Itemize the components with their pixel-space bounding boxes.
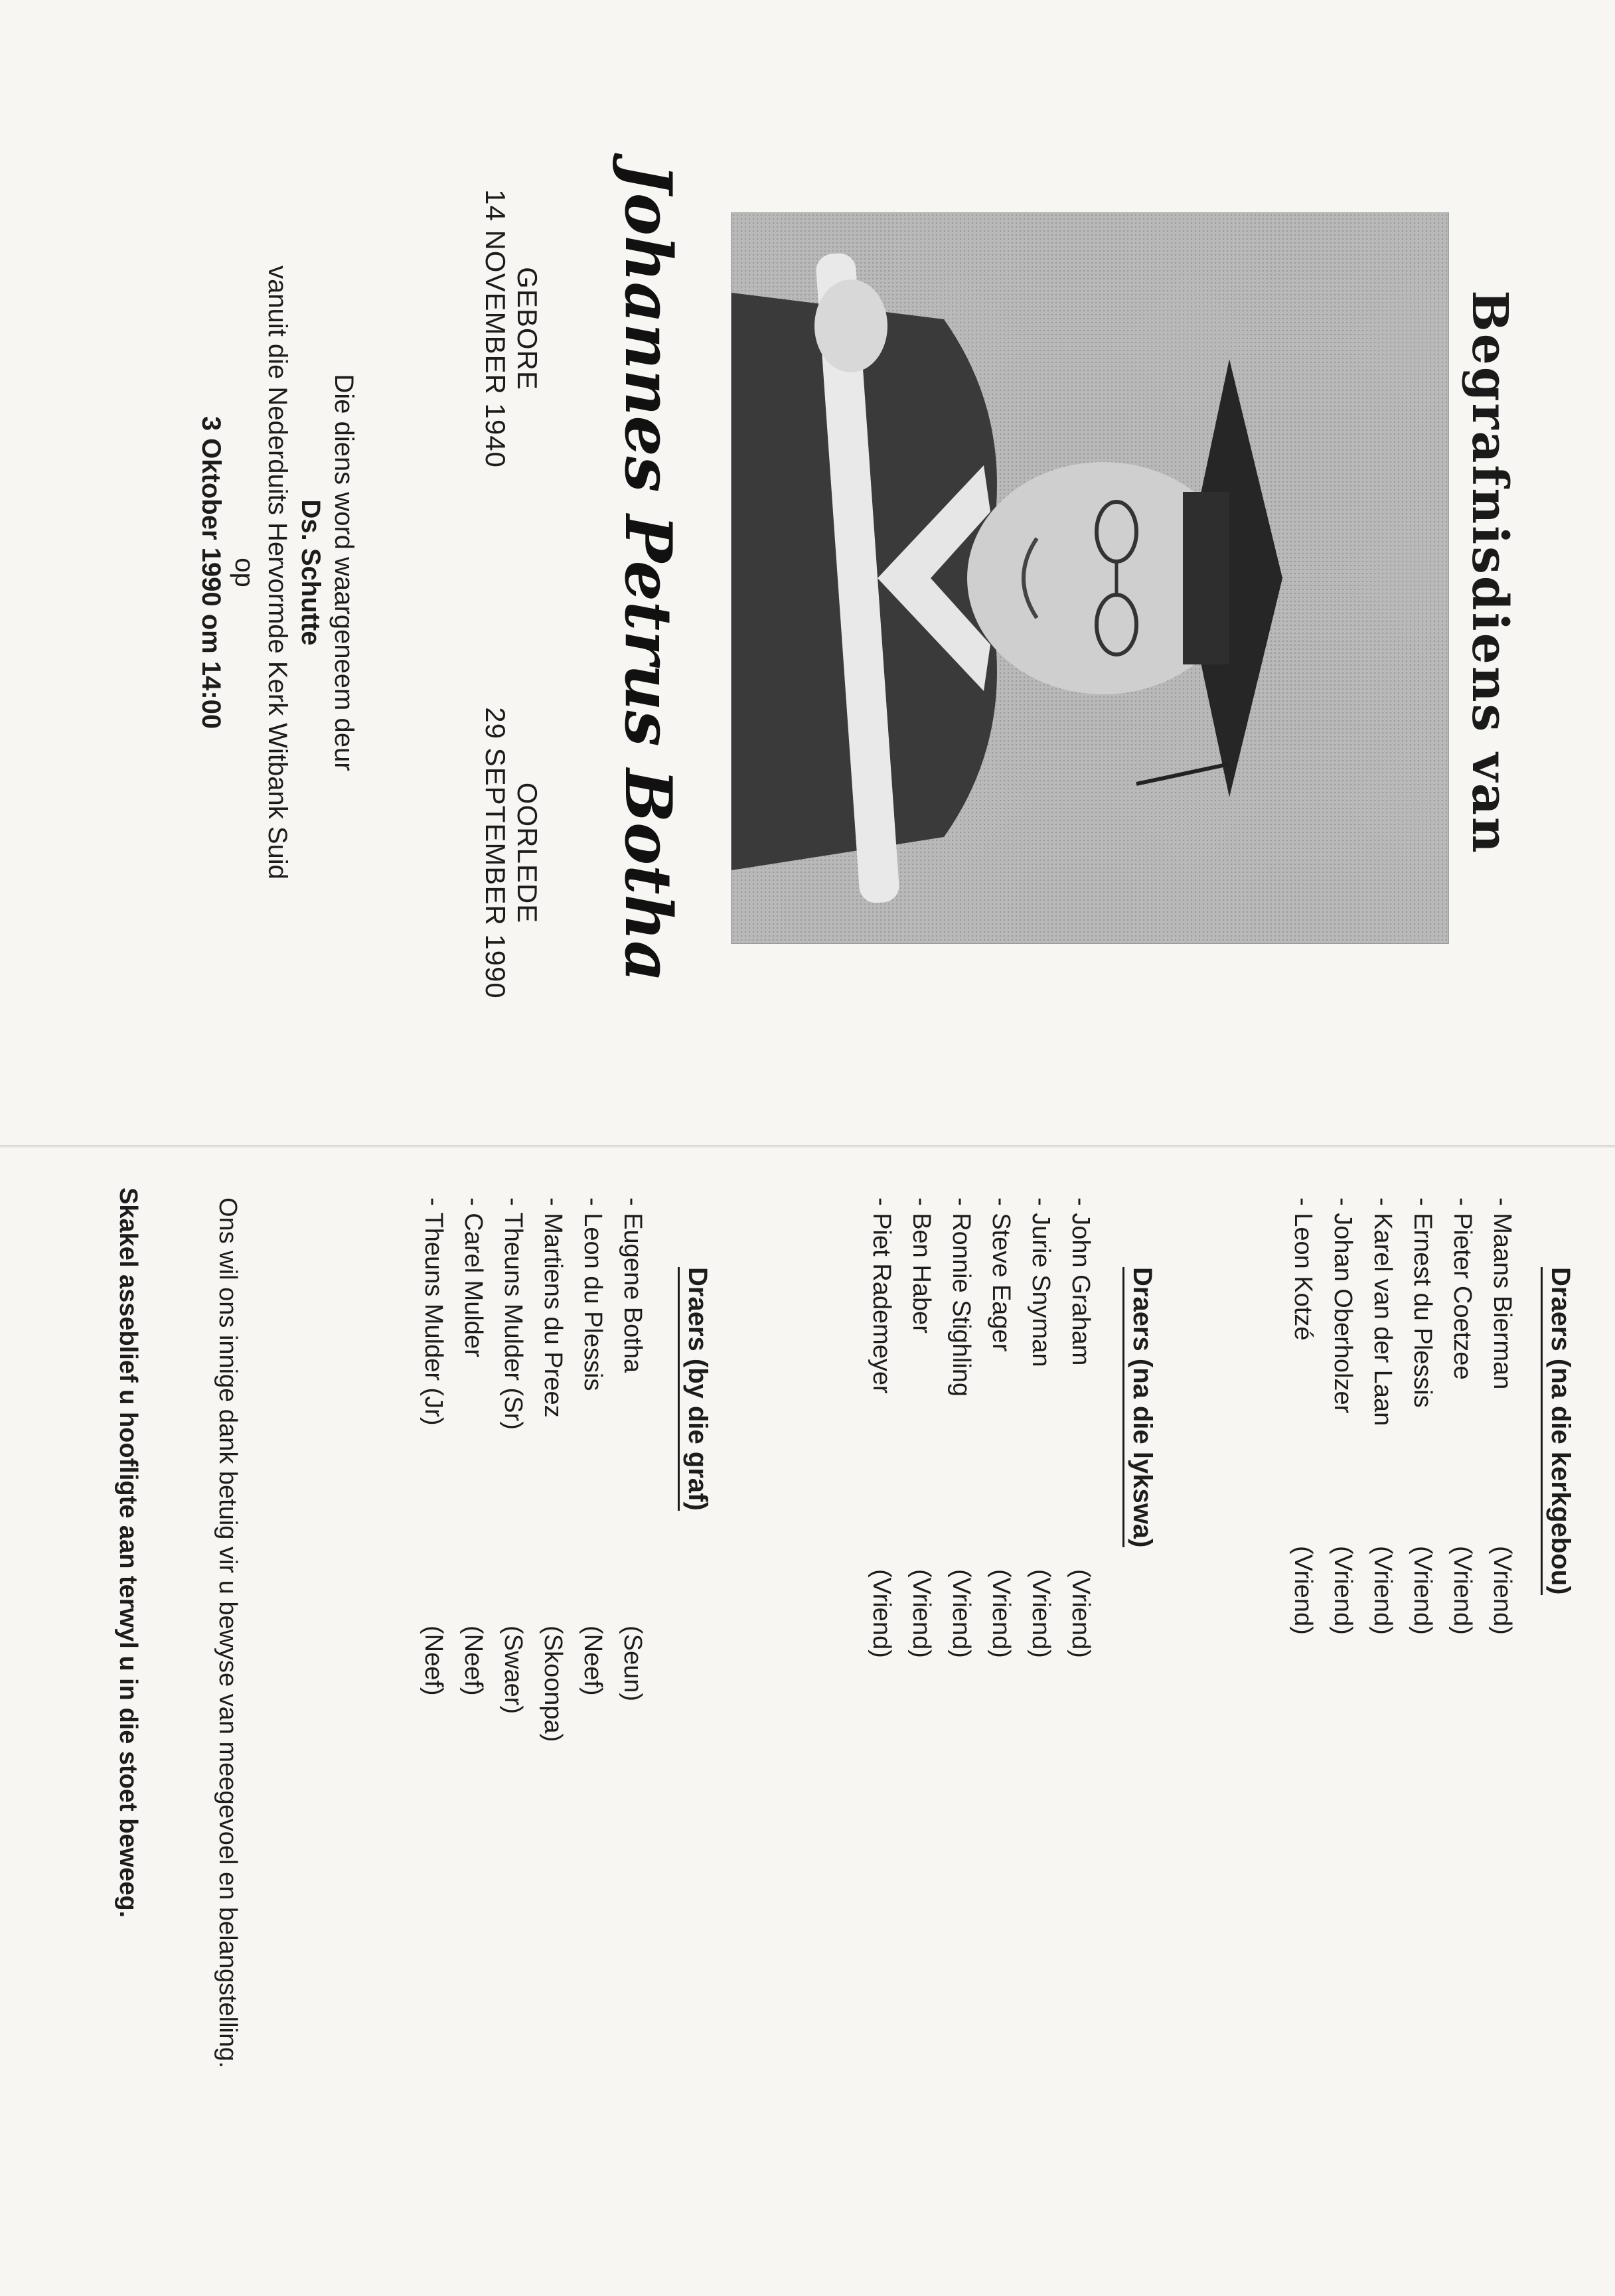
born-label: GEBORE bbox=[512, 267, 543, 390]
bearer-relation: (Vriend) bbox=[947, 1569, 975, 1658]
bearer-relation: (Vriend) bbox=[907, 1569, 935, 1658]
service-on: op bbox=[230, 558, 259, 587]
bearer-relation: (Vriend) bbox=[1289, 1546, 1317, 1635]
bearer-relation: (Neef) bbox=[420, 1626, 447, 1696]
headlights-notice: Skakel asseblief u hoofligte aan terwyl u in die stoet beweeg. bbox=[114, 1187, 142, 1918]
back-page-content bbox=[0, 1148, 1615, 2296]
bearer-name: - Johan Oberholzer bbox=[1329, 1197, 1357, 1414]
bearer-name: - Piet Rademeyer bbox=[868, 1197, 895, 1394]
bearer-relation: (Vriend) bbox=[1448, 1546, 1476, 1635]
born-date: 14 NOVEMBER 1940 bbox=[480, 189, 511, 468]
bearer-relation: (Vriend) bbox=[1329, 1546, 1357, 1635]
bearer-name: - Ben Haber bbox=[907, 1197, 935, 1334]
service-date-time: 3 Oktober 1990 om 14:00 bbox=[196, 416, 226, 729]
bearer-name: - Ernest du Plessis bbox=[1409, 1197, 1436, 1408]
died-date: 29 SEPTEMBER 1990 bbox=[480, 707, 511, 999]
bearer-name: - Carel Mulder bbox=[459, 1197, 487, 1357]
bearer-name: - John Graham bbox=[1067, 1197, 1095, 1366]
bearer-name: - Maans Bierman bbox=[1488, 1197, 1516, 1390]
died-label: OORLEDE bbox=[512, 782, 543, 924]
bearer-name: - Pieter Coetzee bbox=[1448, 1197, 1476, 1380]
bearer-relation: (Neef) bbox=[579, 1626, 607, 1696]
bearer-name: - Karel van der Laan bbox=[1369, 1197, 1397, 1426]
bearer-name: - Eugene Botha bbox=[619, 1197, 647, 1373]
bearer-relation: (Seun) bbox=[619, 1626, 647, 1702]
section-heading: Draers (na die lykswa) bbox=[1122, 1267, 1157, 1547]
bearer-relation: (Neef) bbox=[459, 1626, 487, 1696]
bearer-relation: (Vriend) bbox=[1488, 1546, 1516, 1635]
bearer-relation: (Swaer) bbox=[499, 1626, 527, 1715]
service-intro: Die diens word waargeneem deur bbox=[329, 374, 358, 771]
bearer-relation: (Vriend) bbox=[1067, 1569, 1095, 1658]
bearer-name: - Ronnie Stighling bbox=[947, 1197, 975, 1397]
thanks-text: Ons wil ons innige dank betuig vir u bewyse van meegevoel en belangstelling. bbox=[214, 1197, 242, 2068]
bearer-name: - Theuns Mulder (Jr) bbox=[420, 1197, 447, 1426]
bearer-name: - Theuns Mulder (Sr) bbox=[499, 1197, 527, 1430]
bearer-relation: (Vriend) bbox=[1369, 1546, 1397, 1635]
bearer-relation: (Skoonpa) bbox=[539, 1626, 567, 1742]
page-title: Begrafnisdiens van bbox=[1461, 290, 1518, 855]
church-name: vanuit die Nederduits Hervormde Kerk Witbank Suid bbox=[263, 266, 292, 880]
minister-name: Ds. Schutte bbox=[296, 499, 325, 646]
bearer-relation: (Vriend) bbox=[987, 1569, 1015, 1658]
deceased-name: Johannes Petrus Botha bbox=[611, 163, 686, 982]
bearer-name: - Steve Eager bbox=[987, 1197, 1015, 1352]
bearer-relation: (Vriend) bbox=[868, 1569, 895, 1658]
bearer-name: - Leon Kotzé bbox=[1289, 1197, 1317, 1341]
bearer-relation: (Vriend) bbox=[1409, 1546, 1436, 1635]
bearer-name: - Jurie Snyman bbox=[1027, 1197, 1055, 1367]
bearer-name: - Leon du Plessis bbox=[579, 1197, 607, 1391]
section-heading: Draers (na die kerkgebou) bbox=[1541, 1267, 1575, 1595]
bearer-relation: (Vriend) bbox=[1027, 1569, 1055, 1658]
portrait-photo bbox=[731, 212, 1449, 944]
bearer-name: - Martiens du Preez bbox=[539, 1197, 567, 1418]
front-page bbox=[0, 0, 1615, 1145]
section-heading: Draers (by die graf) bbox=[678, 1267, 712, 1511]
